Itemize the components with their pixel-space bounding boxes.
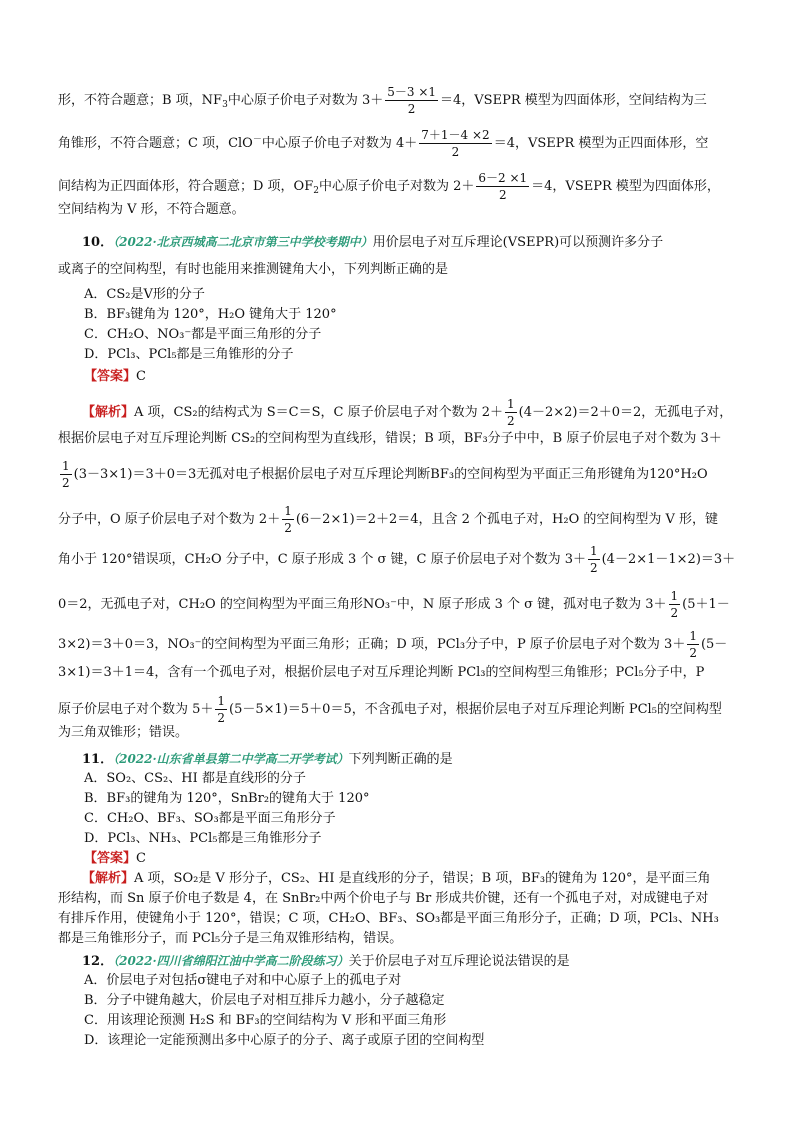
q10-option-c: C．CH₂O、NO₃⁻都是平面三角形的分子 (84, 327, 322, 342)
fraction-half: $\frac{1}{2}$ (62, 459, 70, 490)
cont-line-4: 空间结构为 V 形，不符合题意。 (58, 202, 245, 217)
q12-option-b: B．分子中键角越大，价层电子对相互排斥力越小，分子越稳定 (84, 993, 445, 1008)
fraction-half: $\frac{1}{2}$ (670, 589, 679, 620)
q10-expl-8: 3×1)＝3＋1＝4，含有一个孤电子对，根据价层电子对互斥理论判断 PCl₃的空间构型三角锥形；PCl₅分子中，P (58, 665, 705, 680)
q10-expl-6: 0＝2，无孤电子对，CH₂O 的空间构型为平面三角形NO₃⁻中，N 原子形成 3 个 σ 键，孤对电子数为 3＋ $\frac{1}{2}$ (5＋1－ (58, 589, 730, 620)
q10-header: 10．（2022·北京西城高二北京市第三中学校考期中）用价层电子对互斥理论(VSEPR)可以预测许多分子 (82, 235, 664, 250)
q11-expl-3: 有排斥作用，使键角小于 120°，错误；C 项，CH₂O、BF₃、SO₃都是平面三角形分子，正确；D 项，PCl₃、NH₃ (58, 911, 719, 926)
fraction-half: $\frac{1}{2}$ (217, 694, 226, 725)
fraction-half: $\frac{1}{2}$ (506, 397, 515, 428)
q10-answer: 【答案】C (84, 369, 146, 384)
q10-expl-10: 为三角双锥形；错误。 (58, 725, 189, 740)
q10-expl-2: 根据价层电子对互斥理论判断 CS₂的空间构型为直线形，错误；B 项，BF₃分子中中，B 原子价层电子对个数为 3＋ (58, 431, 722, 446)
q10-expl-4: 分子中，O 原子价层电子对个数为 2＋ $\frac{1}{2}$ (6－2×1)＝2＋2＝4，且含 2 个孤电子对，H₂O 的空间构型为 V 形，键 (58, 504, 719, 535)
q11-option-a: A．SO₂、CS₂、HI 都是直线形的分子 (84, 771, 306, 786)
q12-option-a: A．价层电子对包括σ键电子对和中心原子上的孤电子对 (84, 973, 402, 988)
q11-option-c: C．CH₂O、BF₃、SO₃都是平面三角形分子 (84, 811, 336, 826)
q10-option-d: D．PCl₃、PCl₅都是三角锥形的分子 (84, 347, 294, 362)
q12-source: （2022·四川省绵阳江油中学高二阶段练习） (113, 954, 349, 968)
cont-line-2: 角锥形，不符合题意；C 项，ClO－中心原子价电子对数为 4＋ $\frac{7+1-4 \times 2}{2}$ ＝4，VSEPR 模型为正四面体形，空 (58, 128, 709, 159)
q10-expl-1: 【解析】A 项，CS₂的结构式为 S＝C＝S，C 原子价层电子对个数为 2＋ $\frac{1}{2}$ (4－2×2)＝2＋0＝2，无孤电子对， (82, 397, 733, 428)
q10-expl-5: 角小于 120°错误项，CH₂O 分子中，C 原子形成 3 个 σ 键，C 原子价层电子对个数为 3＋ $\frac{1}{2}$ (4－2×1－1×2)＝3＋ (58, 544, 736, 575)
q11-answer: 【答案】C (84, 851, 146, 866)
fraction: $\frac{7+1-4 \times 2}{2}$ (421, 128, 490, 159)
fraction-half: $\frac{1}{2}$ (689, 629, 697, 660)
q10-option-b: B．BF₃键角为 120°，H₂O 键角大于 120° (84, 307, 337, 322)
fraction: $\frac{5-3 \times 1}{2}$ (387, 85, 437, 116)
fraction-half: $\frac{1}{2}$ (589, 544, 598, 575)
fraction: $\frac{6-2 \times 1}{2}$ (478, 171, 528, 202)
cont-line-3: 间结构为正四面体形，符合题意；D 项，$OF_2$中心原子价电子对数为 2＋ $\frac{6-2 \times 1}{2}$ ＝4，VSEPR 模型为四面体形， (58, 171, 720, 202)
q12-option-d: D．该理论一定能预测出多中心原子的分子、离子或原子团的空间构型 (84, 1033, 485, 1048)
fraction-half: $\frac{1}{2}$ (284, 504, 292, 535)
q11-header: 11．（2022·山东省单县第二中学高二开学考试）下列判断正确的是 (82, 752, 453, 767)
q12-option-c: C．用该理论预测 H₂S 和 BF₃的空间结构为 V 形和平面三角形 (84, 1013, 447, 1028)
cont-line-1: 形，不符合题意；B 项，$NF_3$中心原子价电子对数为 3＋ $\frac{5-3 \times 1}{2}$ ＝4，VSEPR 模型为四面体形，空间结构为三 (58, 85, 707, 116)
q11-expl-1: 【解析】A 项，SO₂是 V 形分子，CS₂、HI 是直线形的分子，错误；B 项，BF₃的键角为 120°，是平面三角 (82, 871, 711, 886)
q10-stem-2: 或离子的空间构型，有时也能用来推测键角大小，下列判断正确的是 (58, 262, 449, 277)
q11-expl-2: 形结构，而 Sn 原子价电子数是 4，在 SnBr₂中两个价电子与 Br 形成共价键，还有一个孤电子对，对成键电子对 (58, 891, 709, 906)
q10-expl-7: 3×2)＝3＋0＝3，NO₃⁻的空间构型为平面三角形；正确；D 项，PCl₃分子中，P 原子价层电子对个数为 3＋ $\frac{1}{2}$ (5－ (58, 629, 728, 660)
q12-header: 12．（2022·四川省绵阳江油中学高二阶段练习）关于价层电子对互斥理论说法错误的是 (82, 954, 570, 969)
q11-option-b: B．BF₃的键角为 120°，SnBr₂的键角大于 120° (84, 791, 370, 806)
q11-option-d: D．PCl₃、NH₃、PCl₅都是三角锥形分子 (84, 831, 322, 846)
q10-expl-9: 原子价层电子对个数为 5＋ $\frac{1}{2}$ (5－5×1)＝5＋0＝5，不含孤电子对，根据价层电子对互斥理论判断 PCl₅的空间构型 (58, 694, 722, 725)
q11-source: （2022·山东省单县第二中学高二开学考试） (113, 752, 349, 766)
q11-expl-4: 都是三角锥形分子，而 PCl₅分子是三角双锥形结构，错误。 (58, 931, 403, 946)
q10-source: （2022·北京西城高二北京市第三中学校考期中） (113, 235, 373, 249)
q10-option-a: A．CS₂是V形的分子 (84, 287, 205, 302)
q10-expl-3: $\frac{1}{2}$ (3－3×1)＝3＋0＝3无孤对电子根据价层电子对互斥理论判断BF₃的空间构型为平面正三角形键角为120°H₂O (62, 459, 708, 490)
